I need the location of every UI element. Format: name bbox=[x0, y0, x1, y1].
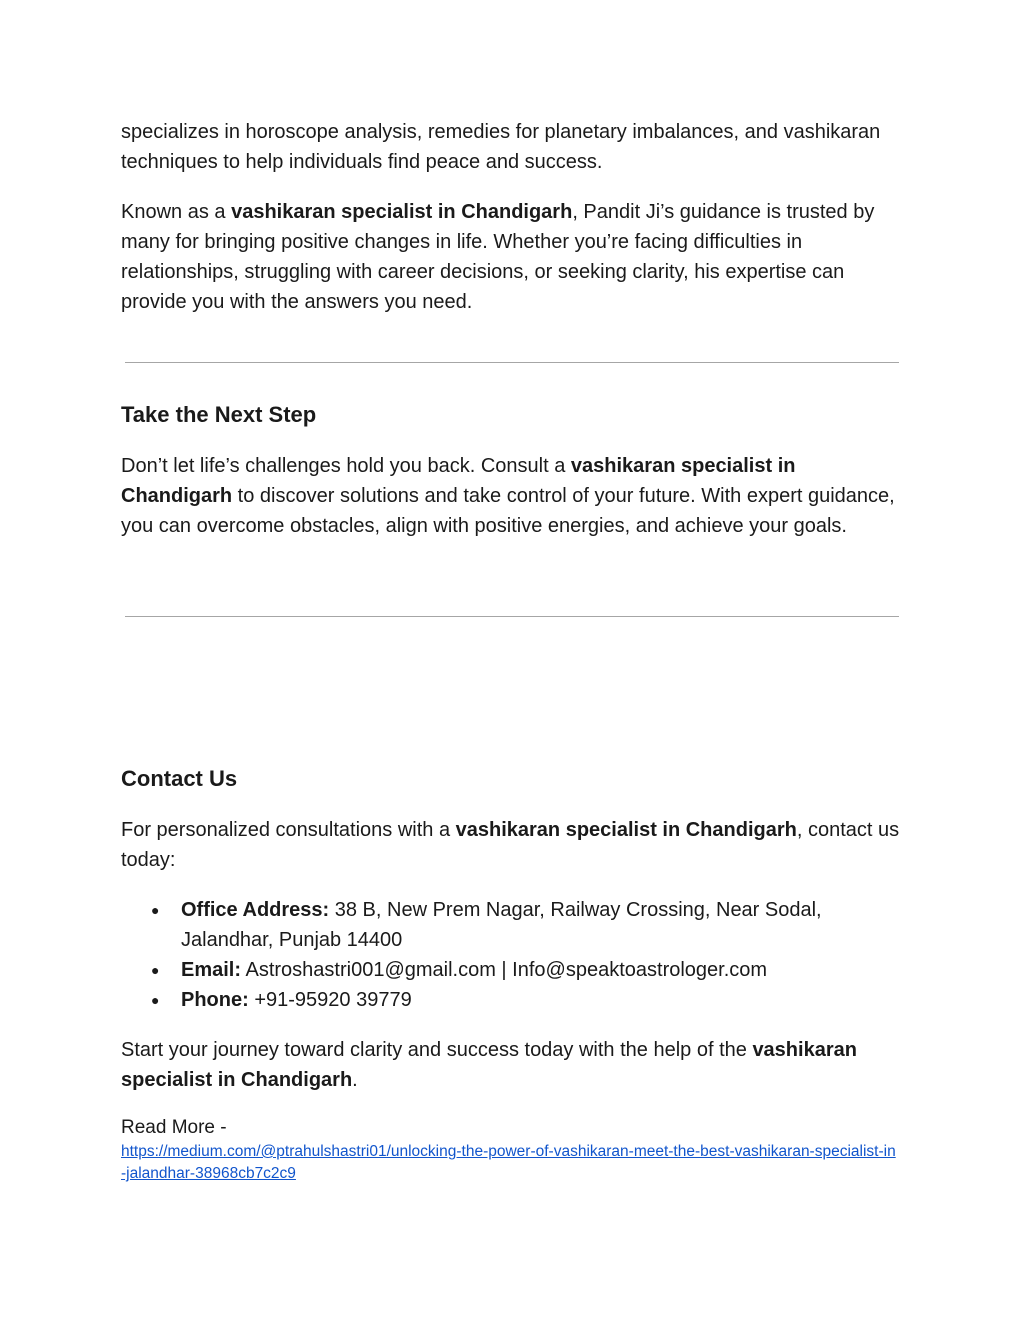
intro-paragraph: specializes in horoscope analysis, remedies for planetary imbalances, and vashikaran techniques to help individuals find peace and success. bbox=[121, 121, 881, 173]
closing-text-post: . bbox=[352, 1069, 358, 1091]
contact-heading: Contact Us bbox=[121, 766, 238, 791]
contact-intro-post: , contact us today: bbox=[121, 819, 900, 871]
bullet-icon: ● bbox=[151, 902, 160, 918]
contact-list bbox=[121, 895, 901, 1015]
email-label: Email: bbox=[181, 959, 242, 981]
email-value: Astroshastri001@gmail.com | Info@speaktoastrologer.com bbox=[241, 959, 768, 981]
divider-2 bbox=[125, 616, 899, 617]
list-item-email bbox=[121, 955, 901, 985]
known-keyword: vashikaran specialist in Chandigarh bbox=[231, 201, 573, 223]
closing-paragraph bbox=[121, 1035, 901, 1095]
closing-keyword: vashikaran specialist in Chandigarh bbox=[121, 1039, 857, 1091]
divider-1 bbox=[125, 362, 899, 363]
known-paragraph bbox=[121, 197, 901, 317]
bullet-icon: ● bbox=[151, 992, 160, 1008]
read-more-label: Read More - bbox=[121, 1117, 227, 1138]
list-item-office-address bbox=[121, 895, 901, 955]
closing-text-pre: Start your journey toward clarity and success today with the help of the bbox=[121, 1039, 753, 1061]
read-more-link[interactable]: https://medium.com/@ptrahulshastri01/unlocking-the-power-of-vashikaran-meet-the-best-vashikaran-specialist-in-jalandhar-38968cb7c2c9 bbox=[121, 1143, 896, 1182]
office-address-label: Office Address: bbox=[181, 899, 330, 921]
contact-intro-keyword: vashikaran specialist in Chandigarh bbox=[455, 819, 797, 841]
next-step-text-pre: Don’t let life’s challenges hold you back. Consult a bbox=[121, 455, 571, 477]
contact-intro-pre: For personalized consultations with a bbox=[121, 819, 456, 841]
bullet-icon: ● bbox=[151, 962, 160, 978]
phone-label: Phone: bbox=[181, 989, 249, 1011]
list-item-phone bbox=[121, 985, 901, 1015]
known-text-post: , Pandit Ji’s guidance is trusted by many for bringing positive changes in life. Whether you’re facing difficulties in relationships, struggling with career decisions, or seeking clarity, his expertise can provide you with the answers you need. bbox=[121, 201, 875, 313]
next-step-heading: Take the Next Step bbox=[121, 402, 317, 427]
contact-intro-paragraph bbox=[121, 815, 901, 875]
read-more-block bbox=[121, 1115, 901, 1185]
phone-value: +91-95920 39779 bbox=[248, 989, 412, 1011]
next-step-keyword: vashikaran specialist in Chandigarh bbox=[121, 455, 796, 507]
known-text-pre: Known as a bbox=[121, 201, 232, 223]
office-address-value: 38 B, New Prem Nagar, Railway Crossing, Near Sodal, Jalandhar, Punjab 14400 bbox=[181, 899, 822, 951]
next-step-text-post: to discover solutions and take control of your future. With expert guidance, you can overcome obstacles, align with positive energies, and achieve your goals. bbox=[121, 485, 895, 537]
next-step-paragraph bbox=[121, 451, 901, 541]
